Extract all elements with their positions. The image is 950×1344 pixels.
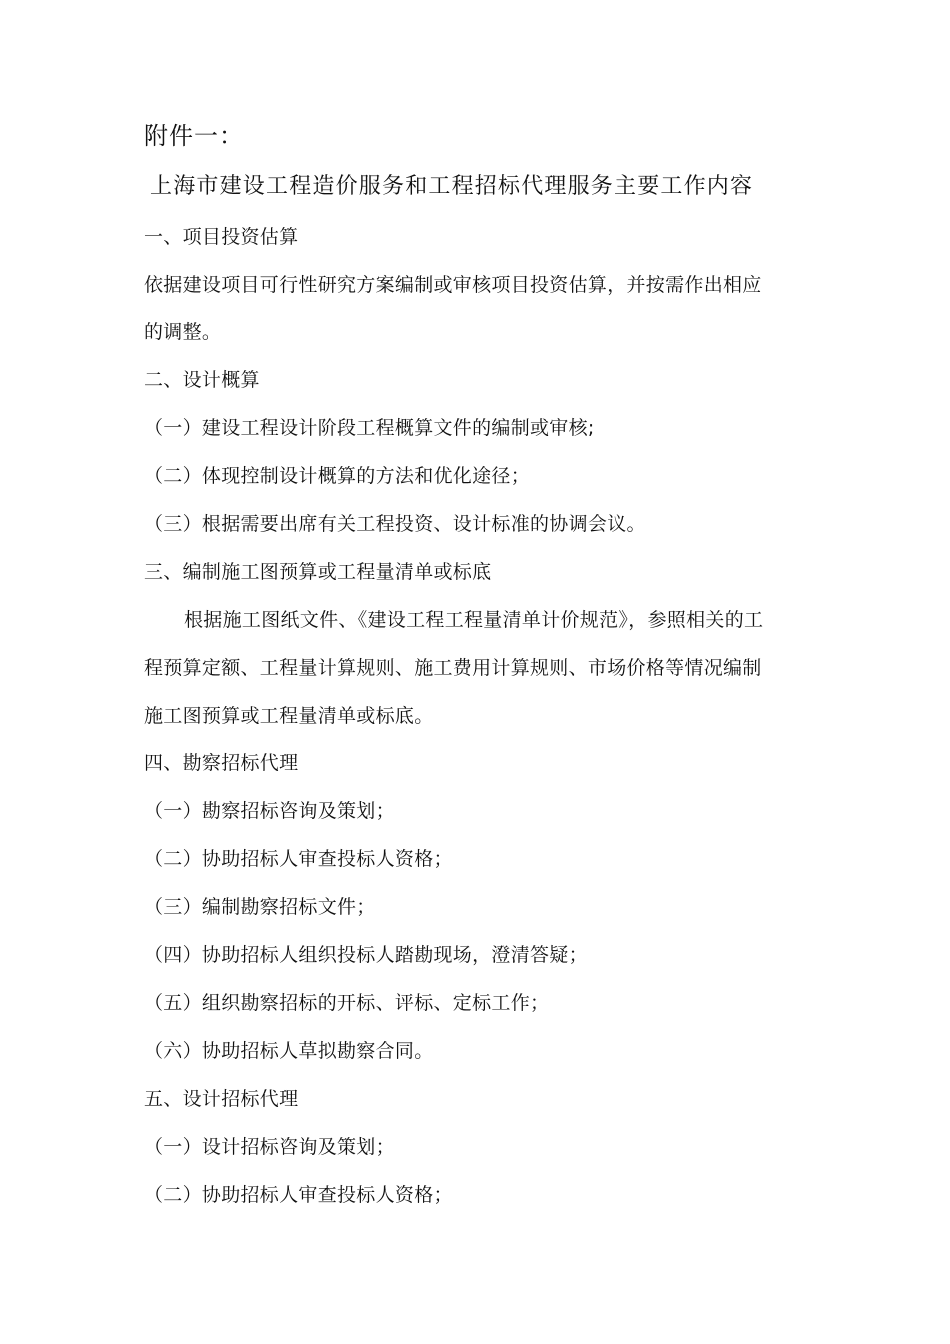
list-item: （三）根据需要出席有关工程投资、设计标准的协调会议。 — [144, 513, 646, 535]
section-heading-2: 二、设计概算 — [144, 369, 260, 391]
list-item: （四）协助招标人组织投标人踏勘现场，澄清答疑； — [144, 944, 588, 966]
section-heading-3: 三、编制施工图预算或工程量清单或标底 — [144, 561, 492, 583]
section-heading-4: 四、勘察招标代理 — [144, 752, 299, 774]
paragraph-line: 施工图预算或工程量清单或标底。 — [144, 705, 434, 727]
section-heading-1: 一、项目投资估算 — [144, 226, 299, 248]
list-item: （一）建设工程设计阶段工程概算文件的编制或审核; — [144, 417, 595, 439]
list-item: （六）协助招标人草拟勘察合同。 — [144, 1040, 434, 1062]
document-title: 上海市建设工程造价服务和工程招标代理服务主要工作内容 — [150, 174, 754, 199]
list-item: （五）组织勘察招标的开标、评标、定标工作； — [144, 992, 550, 1014]
list-item: （一）设计招标咨询及策划； — [144, 1136, 395, 1158]
paragraph-line: 根据施工图纸文件、《建设工程工程量清单计价规范》，参照相关的工 — [184, 609, 764, 631]
list-item: （二）体现控制设计概算的方法和优化途径； — [144, 465, 531, 487]
section-heading-5: 五、设计招标代理 — [144, 1088, 299, 1110]
attachment-label: 附件一： — [144, 122, 244, 150]
paragraph-line: 依据建设项目可行性研究方案编制或审核项目投资估算，并按需作出相应 — [144, 274, 762, 296]
paragraph-line: 的调整。 — [144, 321, 222, 343]
list-item: （一）勘察招标咨询及策划； — [144, 800, 395, 822]
paragraph-line: 程预算定额、工程量计算规则、施工费用计算规则、市场价格等情况编制 — [144, 657, 762, 679]
list-item: （二）协助招标人审查投标人资格； — [144, 848, 453, 870]
list-item: （三）编制勘察招标文件； — [144, 896, 376, 918]
list-item: （二）协助招标人审查投标人资格； — [144, 1184, 453, 1206]
